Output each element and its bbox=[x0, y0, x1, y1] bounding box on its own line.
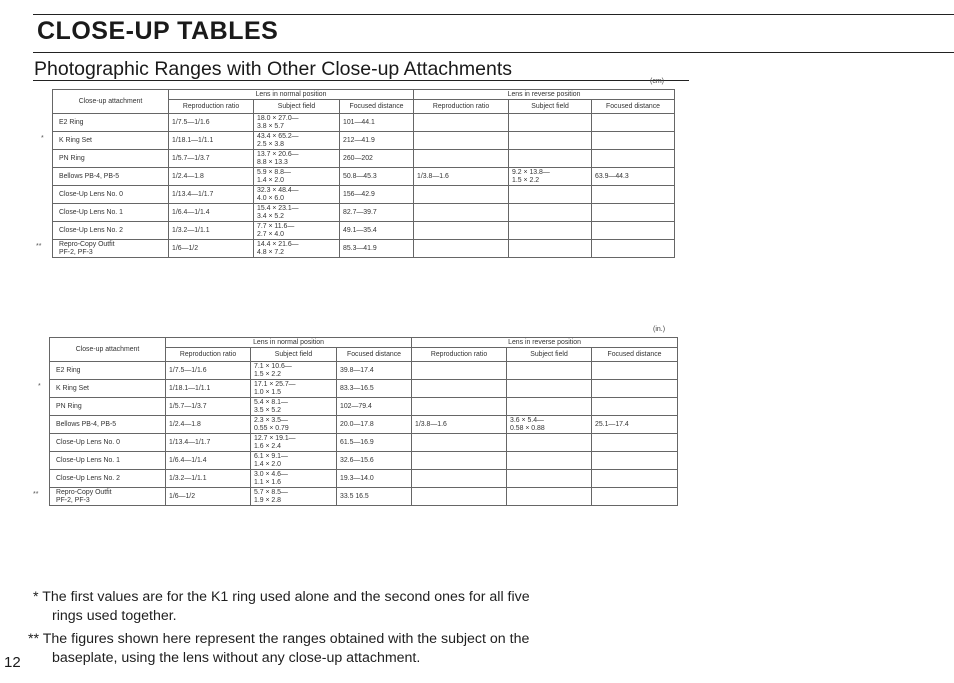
attachment-name bbox=[53, 132, 169, 150]
header-normal-position-text: Lens in normal position bbox=[255, 90, 327, 98]
table-row bbox=[50, 488, 678, 506]
reproduction-ratio bbox=[169, 240, 254, 258]
subject-field-line2: 2.7 × 4.0 bbox=[257, 230, 285, 238]
focused-distance-text: 61.5—16.9 bbox=[340, 438, 374, 446]
reverse-focused-distance-text: 25.1—17.4 bbox=[595, 420, 629, 428]
table-row bbox=[50, 362, 678, 380]
reverse-subject-field bbox=[507, 470, 592, 488]
header-attachment bbox=[53, 90, 169, 114]
subject-field-line2: 2.5 × 3.8 bbox=[257, 140, 285, 148]
subject-field-line2: 1.0 × 1.5 bbox=[254, 388, 282, 396]
reverse-focused-distance bbox=[592, 470, 678, 488]
reproduction-ratio bbox=[166, 488, 251, 506]
close-up-table-1 bbox=[52, 89, 675, 258]
subject-field-line2: 8.8 × 13.3 bbox=[257, 158, 288, 166]
header-reverse-field bbox=[509, 100, 592, 114]
subject-field-line1: 3.0 × 4.6— bbox=[254, 470, 288, 478]
attachment-name-text: Close-Up Lens No. 0 bbox=[56, 438, 120, 446]
header-normal-position bbox=[166, 338, 412, 348]
reverse-subject-field bbox=[509, 222, 592, 240]
header-ratio-text: Reproduction ratio bbox=[179, 350, 237, 358]
subject-field-line1: 13.7 × 20.6— bbox=[257, 150, 299, 158]
subject-field bbox=[254, 240, 340, 258]
header-distance bbox=[337, 348, 412, 362]
top-rule bbox=[33, 14, 954, 15]
reverse-focused-distance bbox=[592, 186, 675, 204]
focused-distance bbox=[337, 398, 412, 416]
reproduction-ratio bbox=[166, 470, 251, 488]
reverse-subject-field bbox=[509, 186, 592, 204]
attachment-name bbox=[53, 222, 169, 240]
attachment-name bbox=[50, 434, 166, 452]
page-subtitle: Photographic Ranges with Other Close-up Attachments bbox=[34, 58, 513, 80]
focused-distance-text: 156—42.9 bbox=[343, 190, 375, 198]
reproduction-ratio-text: 1/18.1—1/1.1 bbox=[172, 136, 214, 144]
subject-field bbox=[254, 150, 340, 168]
subject-field bbox=[251, 416, 337, 434]
subtitle-rule bbox=[33, 80, 689, 81]
subject-field-line1: 12.7 × 19.1— bbox=[254, 434, 296, 442]
table-row bbox=[53, 168, 675, 186]
reverse-focused-distance bbox=[592, 168, 675, 186]
focused-distance bbox=[340, 168, 414, 186]
subject-field bbox=[251, 362, 337, 380]
reverse-reproduction-ratio bbox=[412, 434, 507, 452]
reproduction-ratio-text: 1/18.1—1/1.1 bbox=[169, 384, 211, 392]
focused-distance-text: 260—202 bbox=[343, 154, 373, 162]
reverse-subject-field bbox=[509, 132, 592, 150]
reproduction-ratio bbox=[169, 114, 254, 132]
reverse-subject-field bbox=[509, 114, 592, 132]
subject-field-line1: 17.1 × 25.7— bbox=[254, 380, 296, 388]
reverse-reproduction-ratio bbox=[414, 204, 509, 222]
attachment-name bbox=[53, 150, 169, 168]
subject-field bbox=[251, 434, 337, 452]
reverse-reproduction-ratio bbox=[412, 398, 507, 416]
attachment-name-text: Close-Up Lens No. 2 bbox=[56, 474, 120, 482]
header-reverse-field bbox=[507, 348, 592, 362]
attachment-name-line2: PF-2, PF-3 bbox=[59, 248, 93, 256]
title-rule bbox=[33, 52, 954, 53]
focused-distance bbox=[340, 222, 414, 240]
attachment-name-text: Close-Up Lens No. 1 bbox=[56, 456, 120, 464]
subject-field-line2: 0.55 × 0.79 bbox=[254, 424, 289, 432]
attachment-name-text: Close-Up Lens No. 1 bbox=[59, 208, 123, 216]
reverse-reproduction-ratio-text: 1/3.8—1.6 bbox=[417, 172, 449, 180]
reproduction-ratio-text: 1/13.4—1/1.7 bbox=[172, 190, 214, 198]
reverse-reproduction-ratio bbox=[412, 452, 507, 470]
header-attachment-text: Close-up attachment bbox=[78, 97, 143, 105]
reverse-reproduction-ratio bbox=[414, 132, 509, 150]
focused-distance bbox=[337, 470, 412, 488]
reverse-focused-distance bbox=[592, 240, 675, 258]
reverse-subject-field-line1: 3.6 × 5.4— bbox=[510, 416, 544, 424]
reproduction-ratio bbox=[169, 222, 254, 240]
header-row-1 bbox=[53, 90, 675, 100]
focused-distance bbox=[337, 488, 412, 506]
focused-distance bbox=[337, 434, 412, 452]
subject-field-line2: 3.8 × 5.7 bbox=[257, 122, 285, 130]
reverse-reproduction-ratio bbox=[414, 186, 509, 204]
reproduction-ratio bbox=[169, 168, 254, 186]
reproduction-ratio bbox=[169, 186, 254, 204]
focused-distance-text: 49.1—35.4 bbox=[343, 226, 377, 234]
reverse-subject-field-line1: 9.2 × 13.8— bbox=[512, 168, 550, 176]
reverse-reproduction-ratio bbox=[412, 416, 507, 434]
focused-distance-text: 101—44.1 bbox=[343, 118, 375, 126]
reproduction-ratio-text: 1/2.4—1.8 bbox=[172, 172, 204, 180]
table-row bbox=[50, 398, 678, 416]
reverse-subject-field bbox=[509, 168, 592, 186]
reverse-subject-field-line2: 1.5 × 2.2 bbox=[512, 176, 540, 184]
attachment-name bbox=[50, 488, 166, 506]
table-2-unit: (in.) bbox=[653, 326, 666, 333]
reproduction-ratio bbox=[166, 452, 251, 470]
footnote-1 bbox=[33, 588, 530, 626]
reproduction-ratio-text: 1/6.4—1/1.4 bbox=[169, 456, 207, 464]
reverse-reproduction-ratio bbox=[412, 470, 507, 488]
reverse-focused-distance bbox=[592, 380, 678, 398]
attachment-name-line1: Repro-Copy Outfit bbox=[56, 488, 112, 496]
subject-field-line1: 32.3 × 48.4— bbox=[257, 186, 299, 194]
header-reverse-distance-text: Focused distance bbox=[607, 350, 662, 358]
subject-field bbox=[254, 222, 340, 240]
attachment-name-text: Bellows PB-4, PB-5 bbox=[56, 420, 117, 428]
reproduction-ratio-text: 1/6—1/2 bbox=[169, 492, 196, 500]
subject-field bbox=[254, 204, 340, 222]
header-reverse-distance bbox=[592, 100, 675, 114]
attachment-name bbox=[50, 362, 166, 380]
subject-field-line1: 6.1 × 9.1— bbox=[254, 452, 288, 460]
reverse-focused-distance bbox=[592, 132, 675, 150]
focused-distance bbox=[340, 186, 414, 204]
reproduction-ratio bbox=[166, 380, 251, 398]
reverse-subject-field bbox=[507, 398, 592, 416]
table-row bbox=[50, 380, 678, 398]
reverse-reproduction-ratio bbox=[414, 240, 509, 258]
reverse-subject-field bbox=[507, 362, 592, 380]
header-reverse-distance bbox=[592, 348, 678, 362]
reverse-subject-field bbox=[507, 434, 592, 452]
attachment-name bbox=[53, 168, 169, 186]
focused-distance bbox=[337, 416, 412, 434]
focused-distance bbox=[337, 380, 412, 398]
attachment-name bbox=[50, 398, 166, 416]
focused-distance-text: 83.3—16.5 bbox=[340, 384, 374, 392]
header-reverse-ratio bbox=[414, 100, 509, 114]
header-reverse-field-text: Subject field bbox=[531, 102, 569, 110]
table-row bbox=[53, 222, 675, 240]
subject-field-line2: 4.0 × 6.0 bbox=[257, 194, 285, 202]
subject-field-line1: 5.9 × 8.8— bbox=[257, 168, 291, 176]
reproduction-ratio-text: 1/7.5—1/1.6 bbox=[169, 366, 207, 374]
table-row bbox=[53, 132, 675, 150]
reproduction-ratio-text: 1/5.7—1/3.7 bbox=[169, 402, 207, 410]
attachment-name-text: K Ring Set bbox=[56, 384, 89, 392]
reverse-focused-distance bbox=[592, 488, 678, 506]
table-row bbox=[53, 240, 675, 258]
reverse-focused-distance bbox=[592, 150, 675, 168]
header-reverse-ratio bbox=[412, 348, 507, 362]
footnote-mark: ** bbox=[36, 243, 42, 250]
subject-field bbox=[251, 470, 337, 488]
header-normal-position bbox=[169, 90, 414, 100]
attachment-name-text: E2 Ring bbox=[59, 118, 84, 126]
reproduction-ratio-text: 1/2.4—1.8 bbox=[169, 420, 201, 428]
header-field-text: Subject field bbox=[277, 102, 316, 110]
focused-distance bbox=[340, 240, 414, 258]
reverse-reproduction-ratio bbox=[412, 362, 507, 380]
reverse-subject-field-line2: 0.58 × 0.88 bbox=[510, 424, 545, 432]
reverse-subject-field bbox=[509, 240, 592, 258]
focused-distance-text: 102—79.4 bbox=[340, 402, 372, 410]
subject-field-line2: 1.4 × 2.0 bbox=[257, 176, 285, 184]
subject-field bbox=[251, 380, 337, 398]
attachment-name-text: K Ring Set bbox=[59, 136, 92, 144]
header-row-1 bbox=[50, 338, 678, 348]
focused-distance-text: 19.3—14.0 bbox=[340, 474, 374, 482]
attachment-name bbox=[50, 380, 166, 398]
reverse-focused-distance bbox=[592, 114, 675, 132]
reproduction-ratio-text: 1/5.7—1/3.7 bbox=[172, 154, 210, 162]
header-reverse-ratio-text: Reproduction ratio bbox=[430, 350, 488, 358]
footnote-mark: ** bbox=[33, 491, 39, 498]
reverse-reproduction-ratio bbox=[414, 168, 509, 186]
reverse-reproduction-ratio bbox=[414, 114, 509, 132]
header-ratio bbox=[166, 348, 251, 362]
reproduction-ratio bbox=[169, 150, 254, 168]
reverse-focused-distance bbox=[592, 362, 678, 380]
header-reverse-position bbox=[412, 338, 678, 348]
table-row bbox=[53, 150, 675, 168]
attachment-name bbox=[50, 452, 166, 470]
header-reverse-field-text: Subject field bbox=[530, 350, 568, 358]
reproduction-ratio bbox=[166, 434, 251, 452]
attachment-name bbox=[50, 416, 166, 434]
reverse-subject-field bbox=[507, 452, 592, 470]
table-row bbox=[50, 470, 678, 488]
header-reverse-distance-text: Focused distance bbox=[606, 102, 661, 110]
subject-field bbox=[254, 168, 340, 186]
close-up-table-2 bbox=[49, 337, 678, 506]
attachment-name-text: Close-Up Lens No. 0 bbox=[59, 190, 123, 198]
footnote-2-line2: baseplate, using the lens without any close-up attachment. bbox=[52, 650, 421, 666]
reverse-reproduction-ratio bbox=[414, 222, 509, 240]
reproduction-ratio-text: 1/6—1/2 bbox=[172, 244, 199, 252]
footnote-mark: * bbox=[41, 135, 44, 142]
focused-distance-text: 39.8—17.4 bbox=[340, 366, 374, 374]
reproduction-ratio-text: 1/3.2—1/1.1 bbox=[169, 474, 207, 482]
header-reverse-position bbox=[414, 90, 675, 100]
reverse-focused-distance bbox=[592, 204, 675, 222]
attachment-name bbox=[53, 114, 169, 132]
focused-distance bbox=[337, 362, 412, 380]
table-row bbox=[53, 186, 675, 204]
table-row bbox=[50, 434, 678, 452]
reverse-reproduction-ratio bbox=[412, 488, 507, 506]
focused-distance bbox=[340, 114, 414, 132]
focused-distance bbox=[340, 204, 414, 222]
attachment-name bbox=[53, 186, 169, 204]
reverse-focused-distance bbox=[592, 434, 678, 452]
subject-field-line2: 1.1 × 1.6 bbox=[254, 478, 282, 486]
reverse-reproduction-ratio bbox=[414, 150, 509, 168]
subject-field-line2: 1.6 × 2.4 bbox=[254, 442, 282, 450]
subject-field-line1: 43.4 × 65.2— bbox=[257, 132, 299, 140]
reproduction-ratio bbox=[166, 416, 251, 434]
focused-distance-text: 85.3—41.9 bbox=[343, 244, 377, 252]
attachment-name bbox=[53, 204, 169, 222]
subject-field-line2: 1.5 × 2.2 bbox=[254, 370, 282, 378]
header-field bbox=[251, 348, 337, 362]
focused-distance-text: 20.0—17.8 bbox=[340, 420, 374, 428]
reproduction-ratio-text: 1/3.2—1/1.1 bbox=[172, 226, 210, 234]
subject-field bbox=[251, 398, 337, 416]
footnote-2 bbox=[28, 630, 529, 668]
footnote-2-line1: The figures shown here represent the ranges obtained with the subject on the bbox=[42, 631, 530, 647]
reverse-subject-field bbox=[509, 150, 592, 168]
reproduction-ratio bbox=[166, 398, 251, 416]
focused-distance-text: 32.6—15.6 bbox=[340, 456, 374, 464]
header-distance bbox=[340, 100, 414, 114]
attachment-name-line2: PF-2, PF-3 bbox=[56, 496, 90, 504]
header-attachment bbox=[50, 338, 166, 362]
header-reverse-ratio-text: Reproduction ratio bbox=[432, 102, 490, 110]
reverse-focused-distance-text: 63.9—44.3 bbox=[595, 172, 629, 180]
subject-field bbox=[251, 488, 337, 506]
focused-distance-text: 82.7—39.7 bbox=[343, 208, 377, 216]
reverse-reproduction-ratio bbox=[412, 380, 507, 398]
table-row bbox=[50, 416, 678, 434]
header-reverse-position-text: Lens in reverse position bbox=[507, 90, 581, 98]
header-field-text: Subject field bbox=[274, 350, 313, 358]
focused-distance-text: 50.8—45.3 bbox=[343, 172, 377, 180]
footnote-2-marker: ** bbox=[28, 631, 40, 647]
subject-field bbox=[254, 114, 340, 132]
subject-field-line2: 3.4 × 5.2 bbox=[257, 212, 285, 220]
attachment-name-text: E2 Ring bbox=[56, 366, 81, 374]
focused-distance bbox=[340, 150, 414, 168]
focused-distance-text: 33.5 16.5 bbox=[340, 492, 369, 500]
reverse-reproduction-ratio-text: 1/3.8—1.6 bbox=[415, 420, 447, 428]
footnote-1-line2: rings used together. bbox=[52, 608, 177, 624]
subject-field-line1: 7.1 × 10.6— bbox=[254, 362, 292, 370]
header-normal-position-text: Lens in normal position bbox=[253, 338, 324, 346]
subject-field-line2: 3.5 × 5.2 bbox=[254, 406, 282, 414]
attachment-name bbox=[50, 470, 166, 488]
subject-field-line1: 18.0 × 27.0— bbox=[257, 114, 299, 122]
focused-distance-text: 212—41.9 bbox=[343, 136, 375, 144]
reproduction-ratio bbox=[169, 204, 254, 222]
subject-field-line1: 7.7 × 11.6— bbox=[257, 222, 295, 230]
reverse-subject-field bbox=[509, 204, 592, 222]
subject-field-line2: 4.8 × 7.2 bbox=[257, 248, 285, 256]
table-row bbox=[53, 204, 675, 222]
reverse-focused-distance bbox=[592, 222, 675, 240]
header-distance-text: Focused distance bbox=[349, 102, 404, 110]
subject-field bbox=[251, 452, 337, 470]
attachment-name-text: Close-Up Lens No. 2 bbox=[59, 226, 123, 234]
footnote-mark: * bbox=[38, 383, 41, 390]
header-reverse-position-text: Lens in reverse position bbox=[508, 338, 581, 346]
reproduction-ratio bbox=[169, 132, 254, 150]
reproduction-ratio-text: 1/13.4—1/1.7 bbox=[169, 438, 211, 446]
subject-field-line1: 5.7 × 8.5— bbox=[254, 488, 288, 496]
reverse-subject-field bbox=[507, 380, 592, 398]
subject-field-line2: 1.4 × 2.0 bbox=[254, 460, 282, 468]
focused-distance bbox=[340, 132, 414, 150]
table-row bbox=[53, 114, 675, 132]
subject-field-line2: 1.9 × 2.8 bbox=[254, 496, 282, 504]
reverse-subject-field bbox=[507, 416, 592, 434]
header-ratio bbox=[169, 100, 254, 114]
subject-field bbox=[254, 132, 340, 150]
focused-distance bbox=[337, 452, 412, 470]
reproduction-ratio-text: 1/7.5—1/1.6 bbox=[172, 118, 210, 126]
footnote-1-marker: * bbox=[33, 589, 39, 605]
subject-field-line1: 15.4 × 23.1— bbox=[257, 204, 299, 212]
header-ratio-text: Reproduction ratio bbox=[182, 102, 240, 110]
reverse-focused-distance bbox=[592, 398, 678, 416]
reproduction-ratio bbox=[166, 362, 251, 380]
reproduction-ratio-text: 1/6.4—1/1.4 bbox=[172, 208, 210, 216]
subject-field-line1: 5.4 × 8.1— bbox=[254, 398, 288, 406]
attachment-name-line1: Repro-Copy Outfit bbox=[59, 240, 115, 248]
reverse-focused-distance bbox=[592, 416, 678, 434]
footnote-1-line1: The first values are for the K1 ring used alone and the second ones for all five bbox=[42, 589, 530, 605]
subject-field-line1: 2.3 × 3.5— bbox=[254, 416, 288, 424]
attachment-name-text: PN Ring bbox=[59, 154, 85, 162]
reverse-subject-field bbox=[507, 488, 592, 506]
header-distance-text: Focused distance bbox=[347, 350, 402, 358]
table-1-unit: (cm) bbox=[650, 78, 664, 85]
header-field bbox=[254, 100, 340, 114]
subject-field bbox=[254, 186, 340, 204]
table-row bbox=[50, 452, 678, 470]
attachment-name-text: PN Ring bbox=[56, 402, 82, 410]
attachment-name bbox=[53, 240, 169, 258]
page-title: CLOSE-UP TABLES bbox=[37, 17, 279, 45]
attachment-name-text: Bellows PB-4, PB-5 bbox=[59, 172, 120, 180]
header-attachment-text: Close-up attachment bbox=[75, 345, 140, 353]
subject-field-line1: 14.4 × 21.6— bbox=[257, 240, 299, 248]
reverse-focused-distance bbox=[592, 452, 678, 470]
page-number: 12 bbox=[4, 654, 21, 671]
